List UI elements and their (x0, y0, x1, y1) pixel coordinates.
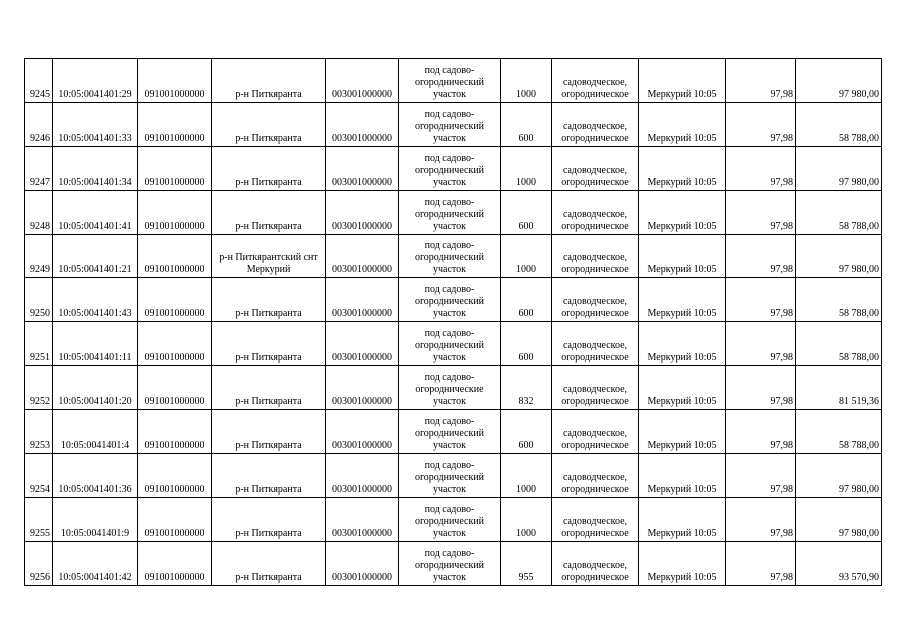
unit-price-cell: 97,98 (726, 366, 796, 410)
table-row (25, 366, 882, 410)
row-number-cell: 9248 (25, 190, 53, 234)
land-category-cell: садоводческое, огородническое (552, 497, 639, 541)
table-row (25, 541, 882, 585)
land-category-cell: садоводческое, огородническое (552, 146, 639, 190)
cadastral-number-cell: 10:05:0041401:34 (53, 146, 138, 190)
unit-price-cell: 97,98 (726, 190, 796, 234)
row-number-cell: 9251 (25, 322, 53, 366)
land-category-cell: садоводческое, огородническое (552, 454, 639, 498)
address-cell: р-н Питкяранта (212, 454, 326, 498)
okato-code-cell: 091001000000 (138, 454, 212, 498)
permitted-use-cell: под садово-огороднический участок (399, 278, 501, 322)
classifier-code-cell: 003001000000 (326, 454, 399, 498)
owner-cell: Меркурий 10:05 (639, 278, 726, 322)
cadastral-number-cell: 10:05:0041401:33 (53, 102, 138, 146)
table-row (25, 278, 882, 322)
classifier-code-cell: 003001000000 (326, 410, 399, 454)
total-value-cell: 58 788,00 (796, 190, 882, 234)
total-value-cell: 58 788,00 (796, 278, 882, 322)
row-number-cell: 9246 (25, 102, 53, 146)
address-cell: р-н Питкяранта (212, 366, 326, 410)
classifier-code-cell: 003001000000 (326, 234, 399, 278)
okato-code-cell: 091001000000 (138, 190, 212, 234)
address-cell: р-н Питкяранта (212, 102, 326, 146)
unit-price-cell: 97,98 (726, 497, 796, 541)
owner-cell: Меркурий 10:05 (639, 322, 726, 366)
row-number-cell: 9253 (25, 410, 53, 454)
area-cell: 832 (501, 366, 552, 410)
okato-code-cell: 091001000000 (138, 410, 212, 454)
table-row (25, 454, 882, 498)
owner-cell: Меркурий 10:05 (639, 59, 726, 103)
land-category-cell: садоводческое, огородническое (552, 322, 639, 366)
address-cell: р-н Питкяранта (212, 322, 326, 366)
area-cell: 1000 (501, 146, 552, 190)
land-category-cell: садоводческое, огородническое (552, 190, 639, 234)
land-registry-table (24, 58, 882, 586)
cadastral-number-cell: 10:05:0041401:43 (53, 278, 138, 322)
owner-cell: Меркурий 10:05 (639, 497, 726, 541)
row-number-cell: 9256 (25, 541, 53, 585)
classifier-code-cell: 003001000000 (326, 190, 399, 234)
table-row (25, 497, 882, 541)
owner-cell: Меркурий 10:05 (639, 541, 726, 585)
permitted-use-cell: под садово-огороднический участок (399, 59, 501, 103)
land-category-cell: садоводческое, огородническое (552, 59, 639, 103)
area-cell: 600 (501, 102, 552, 146)
permitted-use-cell: под садово-огороднические участок (399, 366, 501, 410)
permitted-use-cell: под садово-огороднический участок (399, 146, 501, 190)
table-row (25, 322, 882, 366)
table-body (25, 59, 882, 586)
okato-code-cell: 091001000000 (138, 146, 212, 190)
unit-price-cell: 97,98 (726, 102, 796, 146)
permitted-use-cell: под садово-огороднический участок (399, 322, 501, 366)
cadastral-number-cell: 10:05:0041401:29 (53, 59, 138, 103)
unit-price-cell: 97,98 (726, 278, 796, 322)
area-cell: 1000 (501, 234, 552, 278)
okato-code-cell: 091001000000 (138, 59, 212, 103)
cadastral-number-cell: 10:05:0041401:11 (53, 322, 138, 366)
okato-code-cell: 091001000000 (138, 541, 212, 585)
address-cell: р-н Питкяранта (212, 541, 326, 585)
address-cell: р-н Питкяранта (212, 146, 326, 190)
okato-code-cell: 091001000000 (138, 102, 212, 146)
permitted-use-cell: под садово-огороднический участок (399, 454, 501, 498)
unit-price-cell: 97,98 (726, 59, 796, 103)
owner-cell: Меркурий 10:05 (639, 146, 726, 190)
area-cell: 955 (501, 541, 552, 585)
total-value-cell: 97 980,00 (796, 146, 882, 190)
address-cell: р-н Питкяранта (212, 497, 326, 541)
classifier-code-cell: 003001000000 (326, 497, 399, 541)
cadastral-number-cell: 10:05:0041401:36 (53, 454, 138, 498)
row-number-cell: 9250 (25, 278, 53, 322)
permitted-use-cell: под садово-огороднический участок (399, 190, 501, 234)
permitted-use-cell: под садово-огороднический участок (399, 234, 501, 278)
owner-cell: Меркурий 10:05 (639, 190, 726, 234)
total-value-cell: 97 980,00 (796, 59, 882, 103)
unit-price-cell: 97,98 (726, 234, 796, 278)
address-cell: р-н Питкяранта (212, 59, 326, 103)
land-category-cell: садоводческое, огородническое (552, 278, 639, 322)
total-value-cell: 58 788,00 (796, 102, 882, 146)
unit-price-cell: 97,98 (726, 541, 796, 585)
area-cell: 600 (501, 278, 552, 322)
land-category-cell: садоводческое, огородническое (552, 410, 639, 454)
total-value-cell: 93 570,90 (796, 541, 882, 585)
cadastral-number-cell: 10:05:0041401:4 (53, 410, 138, 454)
okato-code-cell: 091001000000 (138, 278, 212, 322)
address-cell: р-н Питкяранта (212, 410, 326, 454)
table-row (25, 410, 882, 454)
permitted-use-cell: под садово-огороднический участок (399, 410, 501, 454)
okato-code-cell: 091001000000 (138, 234, 212, 278)
okato-code-cell: 091001000000 (138, 497, 212, 541)
classifier-code-cell: 003001000000 (326, 146, 399, 190)
permitted-use-cell: под садово-огороднический участок (399, 541, 501, 585)
okato-code-cell: 091001000000 (138, 366, 212, 410)
permitted-use-cell: под садово-огороднический участок (399, 497, 501, 541)
total-value-cell: 58 788,00 (796, 410, 882, 454)
land-category-cell: садоводческое, огородническое (552, 541, 639, 585)
owner-cell: Меркурий 10:05 (639, 102, 726, 146)
cadastral-number-cell: 10:05:0041401:41 (53, 190, 138, 234)
area-cell: 600 (501, 190, 552, 234)
table-row (25, 102, 882, 146)
owner-cell: Меркурий 10:05 (639, 234, 726, 278)
land-category-cell: садоводческое, огородническое (552, 102, 639, 146)
area-cell: 1000 (501, 454, 552, 498)
area-cell: 1000 (501, 59, 552, 103)
cadastral-number-cell: 10:05:0041401:42 (53, 541, 138, 585)
unit-price-cell: 97,98 (726, 410, 796, 454)
classifier-code-cell: 003001000000 (326, 102, 399, 146)
area-cell: 600 (501, 322, 552, 366)
address-cell: р-н Питкярантский снт Меркурий (212, 234, 326, 278)
table-row (25, 190, 882, 234)
owner-cell: Меркурий 10:05 (639, 366, 726, 410)
table-row (25, 59, 882, 103)
classifier-code-cell: 003001000000 (326, 59, 399, 103)
cadastral-number-cell: 10:05:0041401:21 (53, 234, 138, 278)
area-cell: 1000 (501, 497, 552, 541)
classifier-code-cell: 003001000000 (326, 322, 399, 366)
table-row (25, 234, 882, 278)
row-number-cell: 9249 (25, 234, 53, 278)
total-value-cell: 81 519,36 (796, 366, 882, 410)
unit-price-cell: 97,98 (726, 454, 796, 498)
total-value-cell: 97 980,00 (796, 234, 882, 278)
permitted-use-cell: под садово-огороднический участок (399, 102, 501, 146)
address-cell: р-н Питкяранта (212, 278, 326, 322)
table-row (25, 146, 882, 190)
land-category-cell: садоводческое, огородническое (552, 366, 639, 410)
classifier-code-cell: 003001000000 (326, 366, 399, 410)
unit-price-cell: 97,98 (726, 322, 796, 366)
owner-cell: Меркурий 10:05 (639, 454, 726, 498)
cadastral-number-cell: 10:05:0041401:20 (53, 366, 138, 410)
area-cell: 600 (501, 410, 552, 454)
unit-price-cell: 97,98 (726, 146, 796, 190)
row-number-cell: 9247 (25, 146, 53, 190)
land-category-cell: садоводческое, огородническое (552, 234, 639, 278)
row-number-cell: 9252 (25, 366, 53, 410)
cadastral-number-cell: 10:05:0041401:9 (53, 497, 138, 541)
address-cell: р-н Питкяранта (212, 190, 326, 234)
okato-code-cell: 091001000000 (138, 322, 212, 366)
row-number-cell: 9254 (25, 454, 53, 498)
owner-cell: Меркурий 10:05 (639, 410, 726, 454)
row-number-cell: 9245 (25, 59, 53, 103)
classifier-code-cell: 003001000000 (326, 278, 399, 322)
row-number-cell: 9255 (25, 497, 53, 541)
classifier-code-cell: 003001000000 (326, 541, 399, 585)
total-value-cell: 97 980,00 (796, 454, 882, 498)
total-value-cell: 58 788,00 (796, 322, 882, 366)
total-value-cell: 97 980,00 (796, 497, 882, 541)
